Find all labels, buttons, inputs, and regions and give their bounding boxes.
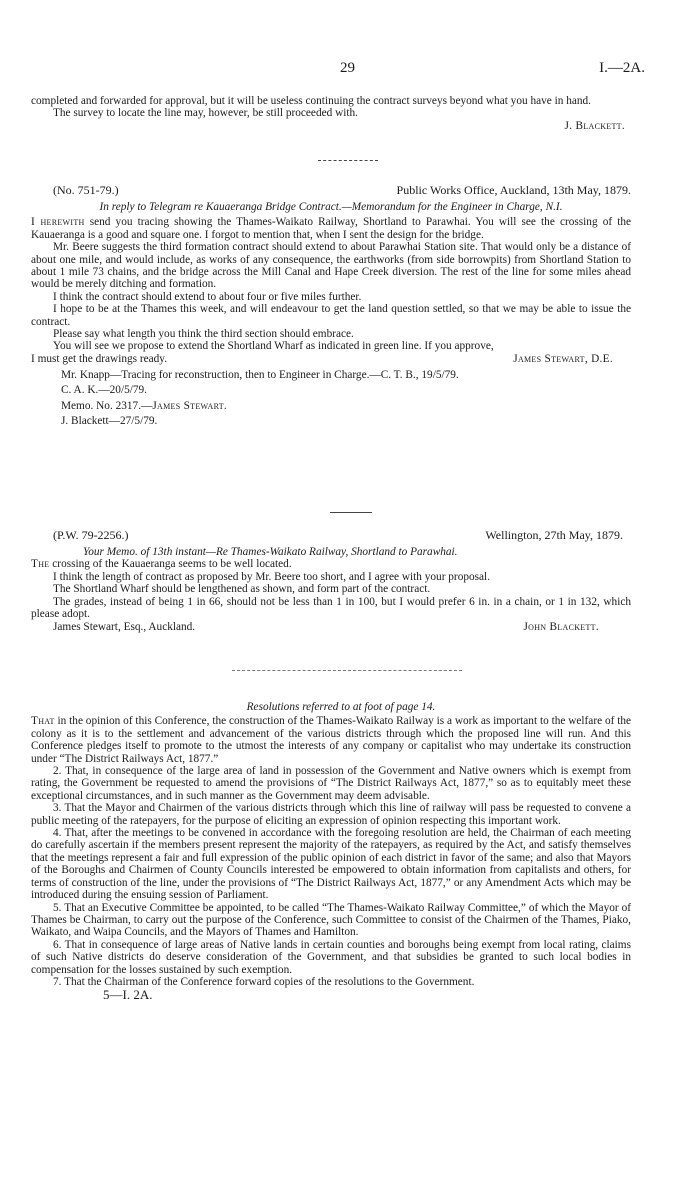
- signature-stewart: James Stewart, D.E.: [513, 352, 613, 365]
- memo-line-2: C. A. K.—20/5/79.: [61, 384, 147, 397]
- letter-number: (P.W. 79-2256.): [53, 528, 129, 542]
- page-header: [0, 60, 700, 80]
- resolution-6: 6. That in consequence of large areas of Native lands in certain counties and boroughs being exempt from local rating, claims of such Native districts do deserve consideration of the Government, and that subsidies be granted to such local bodies in compensation for the losses sustained by such exemption.: [31, 938, 631, 976]
- separator-rule: [318, 160, 378, 161]
- resolution-1: [31, 715, 631, 765]
- resolution-5: 5. That an Executive Committee be appointed, to be called “The Thames-Waikato Railway Committee,” of which the Mayor of Thames be Chairman, to carry out the purpose of the Conference, such Committee to consist of the Chairmen of the Thames, Piako, Waikato, and Waipa Councils, and the Mayors of Thames and Hamilton.: [31, 901, 631, 939]
- paper-reference: I.—2A.: [599, 60, 645, 76]
- resolution-4: 4. That, after the meetings to be convened in accordance with the foregoing resolution are held, the Chairman of each meeting do carefully ascertain if the members present represent the majority of the ratepayers, as required by the Act, and satisfy themselves that the meetings represent a fair and full expression of the public opinion of each district in favor of the same; and also that Mayors of the Boroughs and Chairmen of County Councils interested be empowered to obtain information from capitalists and others, for terms of construction of the line, under the provisions of “The District Railways Act, 1877,” or any Amendment Acts which may be introduced during the ensuing session of Parliament.: [31, 827, 631, 902]
- paragraph-text: crossing of the Kauaeranga seems to be well located.: [52, 558, 292, 571]
- letter-heading-row: [31, 184, 631, 199]
- paragraph-text: in the opinion of this Conference, the construction of the Thames-Waikato Railway is a work as important to the welfare of the colony as it is to the settlement and advancement of the various districts through which the proposed line will run. And this Conference pledges itself to promote to the utmost the interests of any company or capitalist who may undertake its construction under “The District Railways Act, 1877.”: [31, 715, 632, 765]
- memo-line-1: Mr. Knapp—Tracing for reconstruction, then to Engineer in Charge.—C. T. B., 19/5/79.: [61, 368, 459, 381]
- letter-number: (No. 751-79.): [53, 183, 119, 197]
- closing-line: I must get the drawings ready.: [31, 352, 168, 365]
- letter-paragraph-6: You will see we propose to extend the Shortland Wharf as indicated in green line. If you approve,: [53, 340, 494, 353]
- paragraph-text: send you tracing showing the Thames-Waikato Railway, Shortland to Parawhai. You will see the crossing of the Kauaeranga is a good and square one. I forgot to mention that, when I sent the design for the bridge.: [31, 216, 632, 241]
- letter-paragraph-2: I think the length of contract as proposed by Mr. Beere too short, and I agree with your proposal.: [53, 570, 491, 583]
- memo-line-4: J. Blackett—27/5/79.: [61, 415, 158, 428]
- closing-row: [31, 353, 631, 366]
- resolution-2: 2. That, in consequence of the large area of land in possession of the Government and Native owners which is exempt from rating, the Government be requested to amend the provisions of “The District Railways Act, 1877,” so as to equitably meet these exceptional circumstances, and in such manner as the Government may deem advisable.: [31, 765, 631, 802]
- letter-place-date: Wellington, 27th May, 1879.: [485, 528, 623, 542]
- letter-paragraph-1: [31, 216, 631, 241]
- separator-rule: [330, 512, 372, 513]
- letter-paragraph-1: [31, 558, 631, 570]
- letter-paragraph-3: The Shortland Wharf should be lengthened as shown, and form part of the contract.: [53, 583, 431, 596]
- signature-john-blackett: John Blackett.: [523, 621, 599, 634]
- section-divider: [232, 670, 462, 671]
- resolutions-heading: Resolutions referred to at foot of page 14.: [246, 701, 436, 713]
- continued-letter: [31, 95, 631, 132]
- letter-paragraph-3: I think the contract should extend to about four or five miles further.: [53, 290, 362, 303]
- lead-word: The: [31, 558, 50, 571]
- resolutions-section: [31, 701, 631, 1002]
- letter-paragraph-2: Mr. Beere suggests the third formation contract should extend to about Parawhai Station site. That would only be a distance of about one mile, and would include, as works of any consequence, the earthworks (from side borrowpits) from Shortland Station to about 1 mile 73 chains, and the bridge across the Mill Canal and Hape Creek diversion. The rest of the line for some miles ahead would be merely ditching and formation.: [31, 241, 631, 291]
- letter-pw-79-2256: [31, 529, 631, 634]
- letter-paragraph-5: Please say what length you think the third section should embrace.: [53, 328, 354, 341]
- memo-line-3: [31, 400, 631, 412]
- survey-paragraph: The survey to locate the line may, however, be still proceeded with.: [53, 107, 358, 120]
- signature-mark: 5—I. 2A.: [103, 987, 153, 1003]
- letter-paragraph-4: I hope to be at the Thames this week, and will endeavour to get the land question settled, so that we may be able to issue the contract.: [31, 303, 631, 328]
- addressee: James Stewart, Esq., Auckland.: [53, 621, 196, 634]
- lead-word: I herewith: [31, 216, 85, 229]
- closing-row: [31, 621, 631, 634]
- letter-subject: In reply to Telegram re Kauaeranga Bridge Contract.—Memorandum for the Engineer in Charge, N.I.: [99, 201, 563, 213]
- letter-751-79: [31, 184, 631, 428]
- letter-subject: Your Memo. of 13th instant—Re Thames-Waikato Railway, Shortland to Parawhai.: [83, 546, 458, 558]
- signature-blackett: J. Blackett.: [564, 119, 625, 132]
- continued-paragraph: completed and forwarded for approval, but it will be useless continuing the contract surveys beyond what you have in hand.: [31, 95, 591, 107]
- resolution-3: 3. That the Mayor and Chairmen of the various districts through which this line of railway will pass be requested to convene a public meeting of the ratepayers, for the purpose of eliciting an expression of opinion respecting this important work.: [31, 802, 631, 827]
- memo-signature: James Stewart.: [152, 399, 228, 412]
- letter-place-date: Public Works Office, Auckland, 13th May, 1879.: [396, 183, 631, 197]
- resolution-7: 7. That the Chairman of the Conference forward copies of the resolutions to the Government.: [53, 975, 475, 988]
- page-number: 29: [340, 60, 355, 76]
- lead-word: That: [31, 715, 55, 728]
- letter-paragraph-4: The grades, instead of being 1 in 66, should not be less than 1 in 100, but I would prefer 6 in. in a chain, or 1 in 132, which please adopt.: [31, 595, 631, 621]
- memo-number: Memo. No. 2317.—: [61, 399, 153, 412]
- letter-heading-row: [31, 529, 631, 544]
